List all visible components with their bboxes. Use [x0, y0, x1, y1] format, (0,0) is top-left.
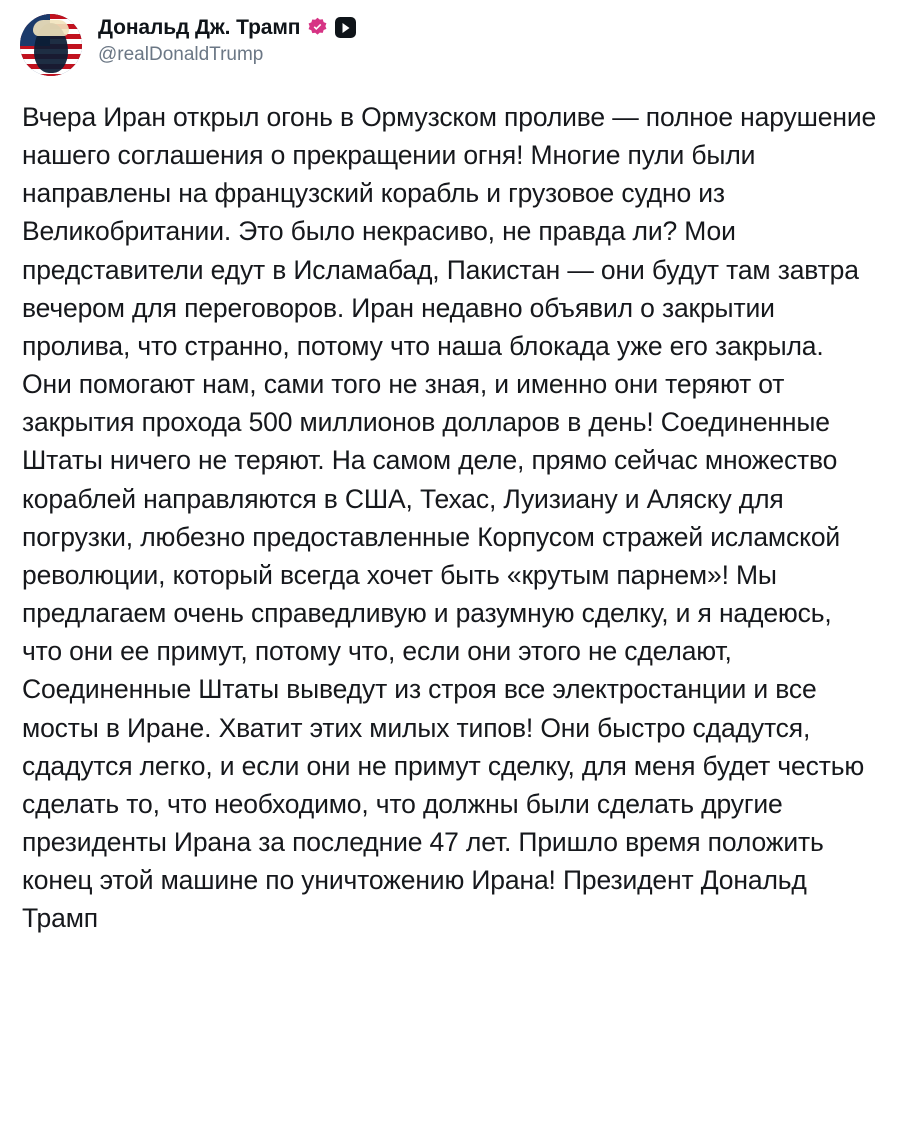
avatar[interactable]: [20, 14, 82, 76]
author-handle[interactable]: @realDonaldTrump: [98, 44, 264, 66]
post-body-text: Вчера Иран открыл огонь в Ормузском проливе — полное нарушение нашего соглашения о прекращении огня! Многие пули были направлены на французский корабль и грузовое судно из Великобритании. Это было некрасиво, не правда ли? Мои представители едут в Исламабад, Пакистан — они будут там завтра вечером для переговоров. Иран недавно объявил о закрытии пролива, что странно, потому что наша блокада уже его закрыла. Они помогают нам, сами того не зная, и именно они теряют от закрытия прохода 500 миллионов долларов в день! Соединенные Штаты ничего не теряют. На самом деле, прямо сейчас множество кораблей направляются в США, Техас, Луизиану и Аляску для погрузки, любезно предоставленные Корпусом стражей исламской революции, который всегда хочет быть «крутым парнем»! Мы предлагаем очень справедливую и разумную сделку, и я надеюсь, что они ее примут, потому что, если они этого не сделают, Соединенные Штаты выведут из строя все электростанции и все мосты в Иране. Хватит этих милых типов! Они быстро сдадутся, сдадутся легко, и если они не примут сделку, для меня будет честью сделать то, что необходимо, что должны были сделать другие президенты Ирана за последние 47 лет. Пришло время положить конец этой машине по уничтожению Ирана! Президент Дональд Трамп: [22, 102, 884, 934]
author-name-row: [98, 16, 356, 39]
affiliate-badge-icon[interactable]: [335, 17, 356, 38]
author-identity: [98, 14, 356, 66]
portrait-hair-icon: [33, 20, 69, 36]
verified-badge-icon: [307, 17, 328, 38]
author-display-name[interactable]: Дональд Дж. Трамп: [98, 16, 301, 39]
post-header: [0, 0, 900, 86]
